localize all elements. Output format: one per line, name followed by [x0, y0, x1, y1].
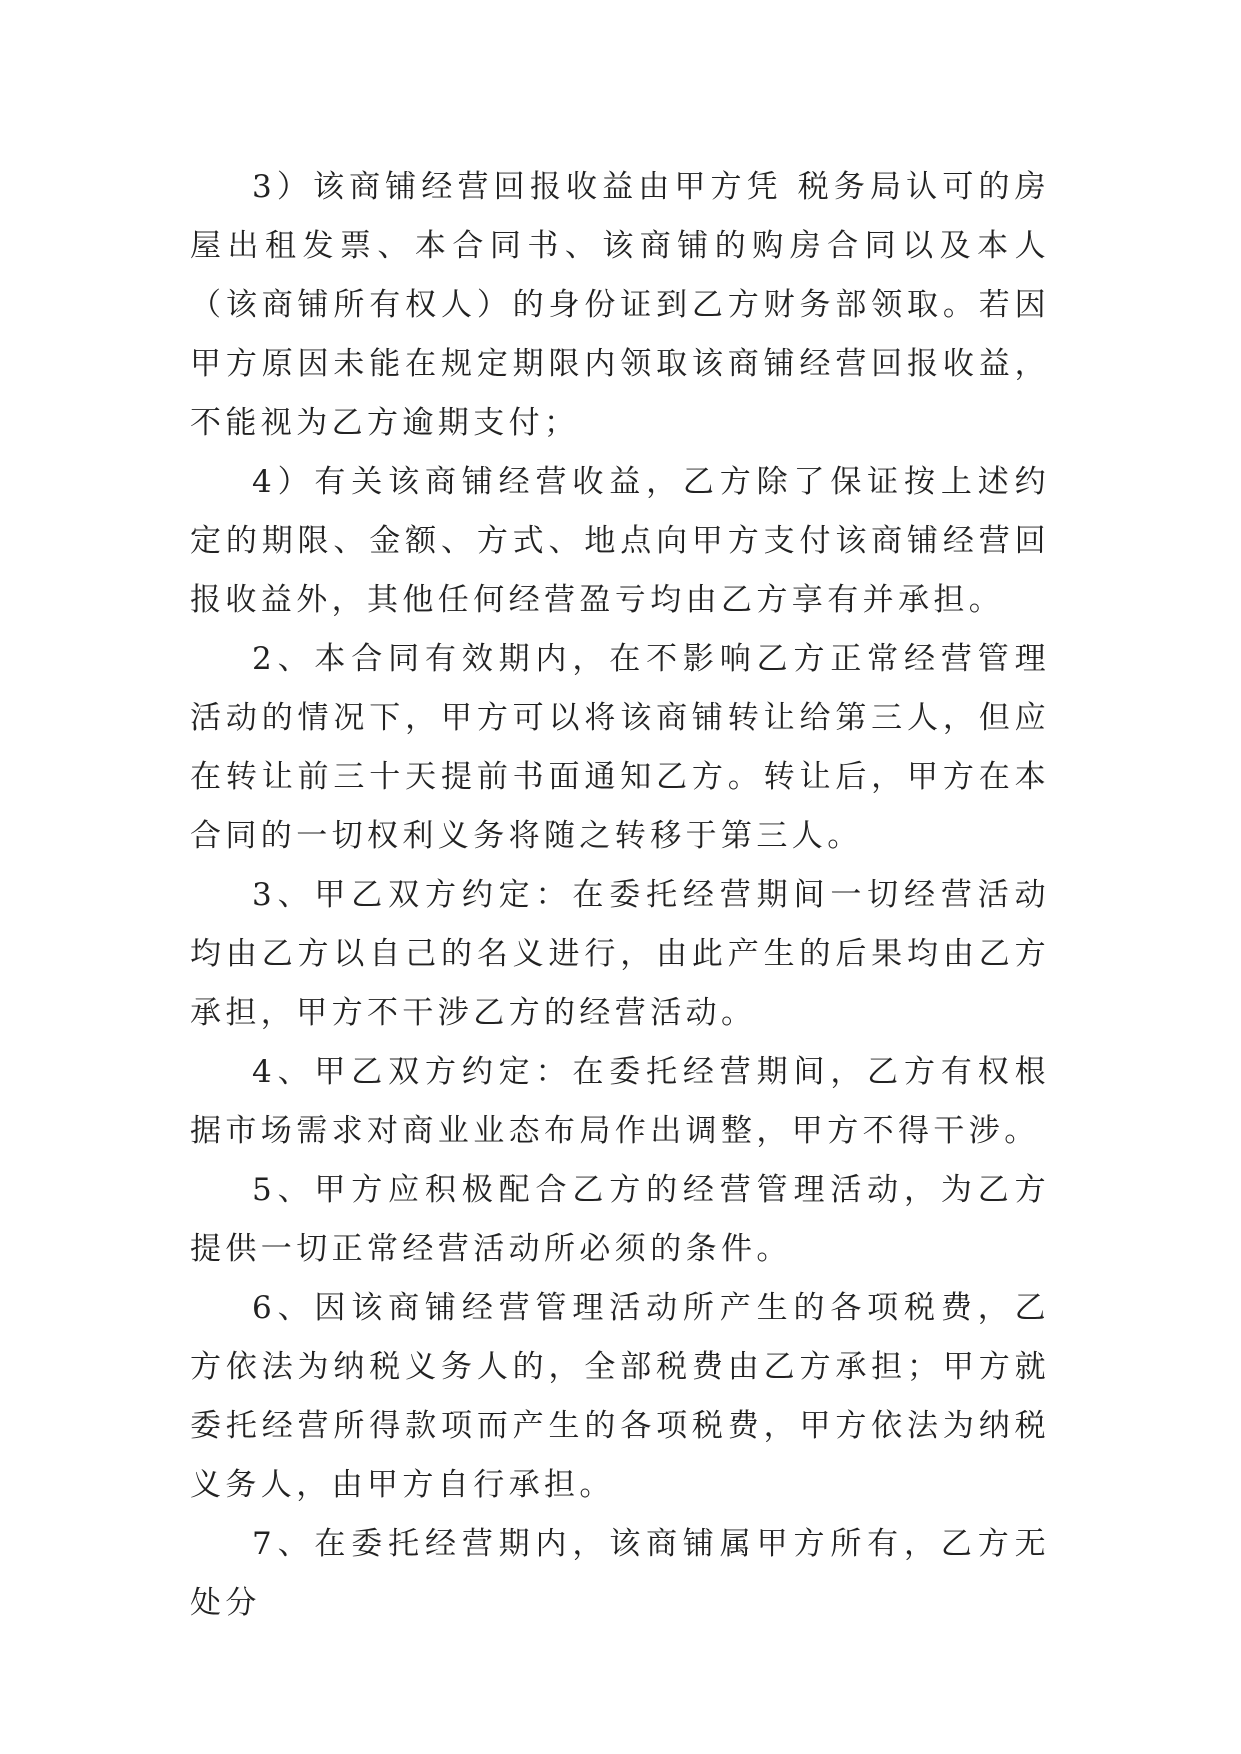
paragraph-clause-4-operating-income: 4）有关该商铺经营收益，乙方除了保证按上述约定的期限、金额、方式、地点向甲方支付该商铺经营回报收益外，其他任何经营盈亏均由乙方享有并承担。	[190, 464, 1050, 618]
contract-body	[190, 158, 1050, 1633]
paragraph-clause-6-taxes: 6、因该商铺经营管理活动所产生的各项税费，乙方依法为纳税义务人的，全部税费由乙方承担；甲方就委托经营所得款项而产生的各项税费，甲方依法为纳税义务人，由甲方自行承担。	[190, 1290, 1050, 1503]
paragraph-clause-2-transfer: 2、本合同有效期内，在不影响乙方正常经营管理活动的情况下，甲方可以将该商铺转让给第三人，但应在转让前三十天提前书面通知乙方。转让后，甲方在本合同的一切权利义务将随之转移于第三人。	[190, 641, 1050, 854]
paragraph-clause-3-operations: 3、甲乙双方约定：在委托经营期间一切经营活动均由乙方以自己的名义进行，由此产生的后果均由乙方承担，甲方不干涉乙方的经营活动。	[190, 877, 1050, 1031]
paragraph-clause-4-layout-adjustment: 4、甲乙双方约定：在委托经营期间，乙方有权根据市场需求对商业业态布局作出调整，甲方不得干涉。	[190, 1054, 1050, 1149]
paragraph-clause-3-payment-collection: 3）该商铺经营回报收益由甲方凭 税务局认可的房屋出租发票、本合同书、该商铺的购房合同以及本人（该商铺所有权人）的身份证到乙方财务部领取。若因甲方原因未能在规定期限内领取该商铺经营回报收益，不能视为乙方逾期支付；	[190, 169, 1050, 441]
paragraph-clause-7-ownership: 7、在委托经营期内，该商铺属甲方所有，乙方无处分	[190, 1526, 1050, 1621]
paragraph-clause-5-cooperation: 5、甲方应积极配合乙方的经营管理活动，为乙方提供一切正常经营活动所必须的条件。	[190, 1172, 1050, 1267]
